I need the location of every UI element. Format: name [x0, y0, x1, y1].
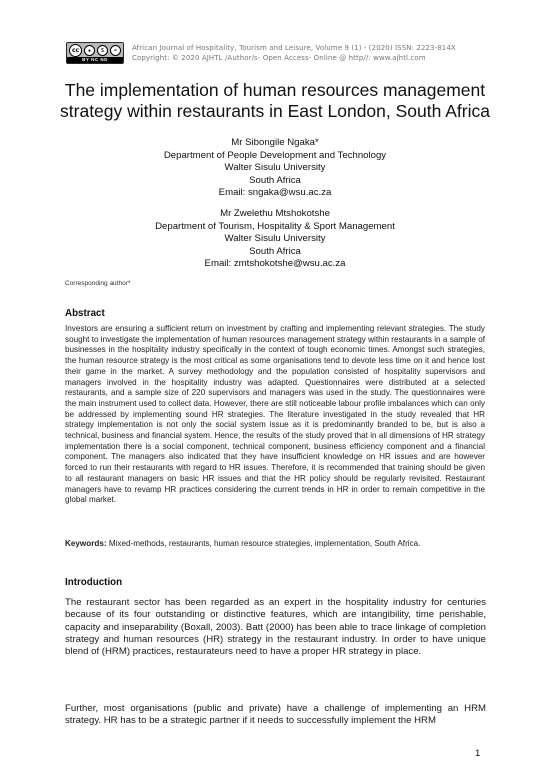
author-university: Walter Sisulu University [224, 162, 326, 174]
journal-header [66, 41, 456, 65]
copyright-line: Copyright: © 2020 AJHTL /Author/s- Open Access- Online @ http//: www.ajhtl.com [132, 54, 426, 62]
author-block-1 [40, 137, 510, 200]
by-icon: ● [84, 45, 95, 56]
cc-license-label: BY NC ND [67, 57, 123, 63]
nd-icon: = [110, 45, 121, 56]
abstract-body: Investors are ensuring a sufficient return on investment by crafting and implementing relevant strategies. The study sought to investigate the implementation of human resources management strategy within restaurants in a sample of businesses in the hospitality industry specifically in the context of tough economic times. Amongst such strategies, the human resource strategy is the most critical as some organisations tend to devote less time on it and hence lost their game in the market. A survey methodology and the population consisted of hospitality supervisors and managers involved in the hospitality industry was adapted. Questionnaires were distributed at a selected restaurants, and a sample size of 220 supervisors and managers was used in the study. The questionnaires were the main instrument used to collect data. However, there are still noticeable labour profile imbalances which can only be addressed by implementing sound HR strategies. The literature investigated in the study revealed that HR strategy implementation is not only the social system issue as it is predominantly branded to be, but is also a technical, business and financial system. Hence, the results of the study proved that in all dimensions of HR strategy implementation there is a social component, technical component, business efficiency component and a financial component. The managers also indicated that they have insufficient knowledge on HR issues and are however forced to run their restaurants with regard to HR issues. Therefore, it is recommended that training should be given to all restaurant managers on basic HR issues and that the HR policy should be regularly revisited. Restaurant managers have to revamp HR practices considering the current trends in HR in order to remain competitive in the global market. [65, 324, 485, 505]
abstract-heading: Abstract [65, 308, 105, 319]
paper-title: The implementation of human resources management strategy within restaurants in East London, South Africa [60, 80, 490, 121]
keywords [65, 539, 485, 550]
author-university: Walter Sisulu University [224, 233, 326, 245]
author-name: Mr Sibongile Ngaka* [231, 137, 319, 148]
keywords-label: Keywords: [65, 539, 107, 548]
corresponding-author-note: Corresponding author* [65, 280, 131, 287]
author-name: Mr Zwelethu Mtshokotshe [220, 208, 330, 219]
introduction-paragraph-2: Further, most organisations (public and private) have a challenge of implementing an HRM strategy. HR has to be a strategic partner if it needs to successfully implement the HRM [65, 703, 486, 727]
introduction-paragraph-1: The restaurant sector has been regarded as an expert in the hospitality industry for centuries because of its four outstanding or distinctive features, which are intangibility, time perishable, capacity and inseparability (Boxall, 2003). Batt (2000) has been able to trace linkage of completion strategy and human resources (HR) strategy in the restaurant industry. In order to have unique blend of (HRM) practices, restaurateurs need to have a proper HR strategy in place. [65, 597, 486, 658]
keywords-list: Mixed-methods, restaurants, human resource strategies, implementation, South Africa. [108, 539, 421, 548]
author-country: South Africa [249, 174, 301, 186]
introduction-heading: Introduction [65, 577, 123, 588]
author-email[interactable]: Email: sngaka@wsu.ac.za [218, 187, 332, 199]
author-department: Department of Tourism, Hospitality & Sport Management [155, 220, 395, 232]
journal-citation: African Journal of Hospitality, Tourism and Leisure, Volume 9 (1) - (2020) ISSN: 2223-814X [132, 44, 456, 52]
cc-license-badge[interactable] [66, 42, 124, 64]
author-block-2 [40, 208, 510, 271]
author-country: South Africa [249, 245, 301, 257]
journal-info [132, 43, 456, 63]
nc-icon: $ [97, 45, 108, 56]
page-number: 1 [475, 748, 481, 759]
author-department: Department of People Development and Technology [163, 149, 387, 161]
cc-icon: cc [69, 44, 82, 57]
author-email[interactable]: Email: zmtshokotshe@wsu.ac.za [204, 258, 346, 270]
